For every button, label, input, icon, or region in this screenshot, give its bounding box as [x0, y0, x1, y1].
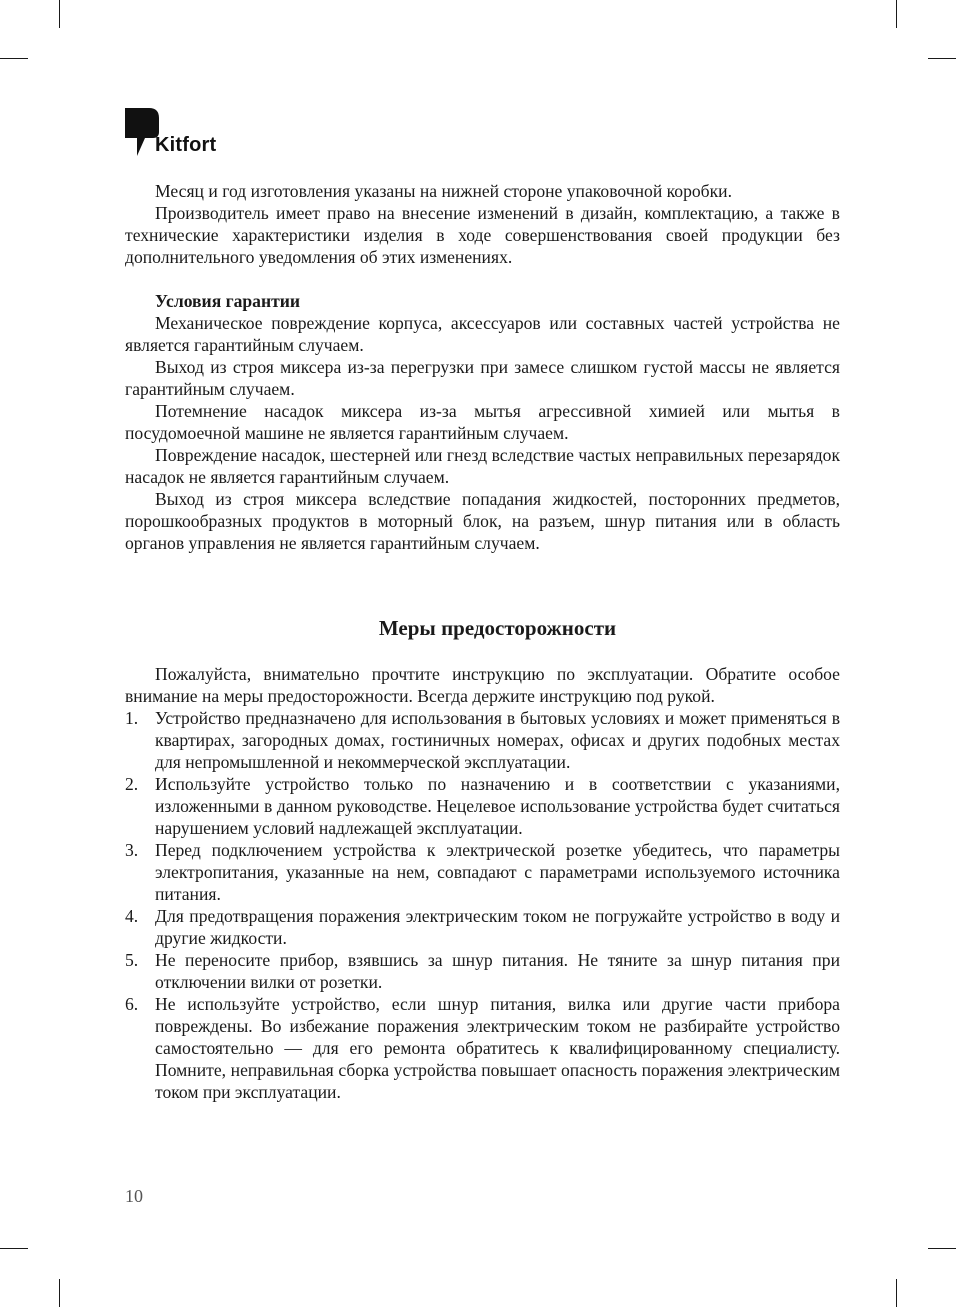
warranty-paragraph: Механическое повреждение корпуса, аксессуаров или составных частей устройства не является гарантийным случаем.: [125, 313, 840, 355]
safety-list: [125, 707, 840, 1103]
intro-paragraph: Месяц и год изготовления указаны на нижней стороне упаковочной коробки.: [155, 181, 732, 201]
warranty-paragraph: Выход из строя миксера из-за перегрузки при замесе слишком густой массы не является гарантийным случаем.: [125, 357, 840, 399]
list-item: [125, 949, 840, 993]
list-item-number: 6.: [125, 994, 139, 1014]
intro-section: [125, 180, 840, 268]
crop-mark: [0, 58, 28, 59]
list-item: [125, 839, 840, 905]
crop-mark: [59, 1279, 60, 1307]
crop-mark: [928, 58, 956, 59]
warranty-paragraph: Повреждение насадок, шестерней или гнезд вследствие частых неправильных перезарядок насадок не является гарантийным случаем.: [125, 445, 840, 487]
list-item: [125, 993, 840, 1103]
safety-section: [125, 663, 840, 1103]
list-item-number: 2.: [125, 774, 139, 794]
warranty-paragraph: Потемнение насадок миксера из-за мытья агрессивной химией или мытья в посудомоечной машине не является гарантийным случаем.: [125, 401, 840, 443]
crop-mark: [59, 0, 60, 28]
list-item: [125, 707, 840, 773]
page-number: 10: [125, 1186, 143, 1206]
list-item-text: Не используйте устройство, если шнур питания, вилка или другие части прибора повреждены. Во избежание поражения электрическим током не разбирайте устройство самостоятельно — для его ремонта обратитесь к квалифицированному специалисту. Помните, неправильная сборка устройства повышает опасность поражения электрическим током при эксплуатации.: [155, 994, 840, 1102]
list-item: [125, 773, 840, 839]
crop-mark: [0, 1248, 28, 1249]
list-item-text: Устройство предназначено для использования в бытовых условиях и может применяться в квартирах, загородных домах, гостиничных номерах, офисах и других подобных местах для непромышленной и некоммерческой эксплуатации.: [155, 708, 840, 772]
crop-mark: [928, 1248, 956, 1249]
intro-paragraph: Производитель имеет право на внесение изменений в дизайн, комплектацию, а также в технические характеристики изделия в ходе совершенствования своей продукции без дополнительного уведомления об этих изменениях.: [125, 203, 840, 267]
safety-intro: Пожалуйста, внимательно прочтите инструкцию по эксплуатации. Обратите особое внимание на меры предосторожности. Всегда держите инструкцию под рукой.: [125, 664, 840, 706]
list-item-number: 3.: [125, 840, 139, 860]
list-item-text: Не переносите прибор, взявшись за шнур питания. Не тяните за шнур питания при отключении вилки от розетки.: [155, 950, 840, 992]
warranty-paragraph: Выход из строя миксера вследствие попадания жидкостей, посторонних предметов, порошкообразных продуктов в моторный блок, на разъем, шнур питания или в область органов управления не является гарантийным случаем.: [125, 489, 840, 553]
list-item-number: 1.: [125, 708, 139, 728]
brand-name: Kitfort: [155, 134, 217, 156]
list-item-text: Для предотвращения поражения электрическим током не погружайте устройство в воду и другие жидкости.: [155, 906, 840, 948]
warranty-section: [125, 290, 840, 554]
list-item-text: Перед подключением устройства к электрической розетке убедитесь, что параметры электропитания, указанные на нем, совпадают с параметрами используемого источника питания.: [155, 840, 840, 904]
crop-mark: [896, 1279, 897, 1307]
safety-title: Меры предосторожности: [378, 616, 617, 640]
list-item-number: 4.: [125, 906, 139, 926]
crop-mark: [896, 0, 897, 28]
warranty-title: Условия гарантии: [155, 291, 301, 311]
list-item-text: Используйте устройство только по назначению и в соответствии с указаниями, изложенными в данном руководстве. Нецелевое использование устройства будет считаться нарушением условий надлежащей эксплуатации.: [155, 774, 840, 838]
list-item: [125, 905, 840, 949]
brand-logo-icon: [125, 108, 159, 156]
list-item-number: 5.: [125, 950, 139, 970]
